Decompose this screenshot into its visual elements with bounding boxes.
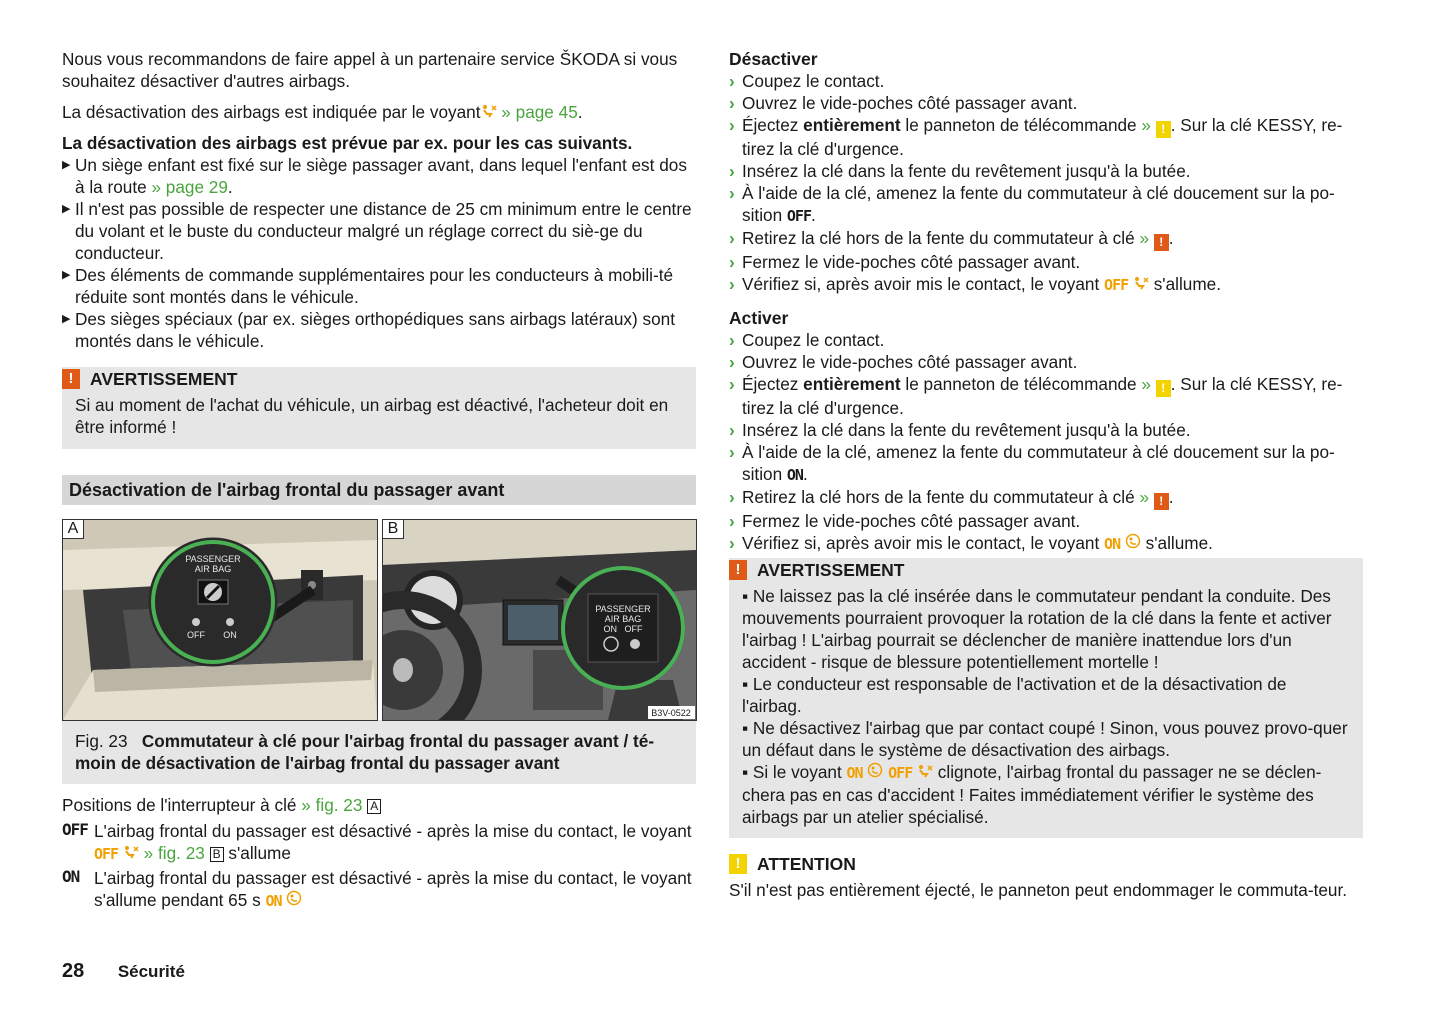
warning-bullet-1: ▪ Ne laissez pas la clé insérée dans le commutateur pendant la conduite. Des mouvements pourraient provoquer la rotation de la clé dans la fente et activer l'airbag ! L'airbag pourrait se déclencher de manière inattendue lors d'un accident - risque de blessure potentiellement mortelle !: [742, 586, 1332, 672]
act-step-8: › Vérifiez si, après avoir mis le contact, le voyant ON s'allume.: [729, 533, 1213, 553]
deact-step-1: › Coupez le contact.: [729, 71, 885, 91]
list-item: ▶ Un siège enfant est fixé sur le siège passager avant, dans lequel l'enfant est dos à la route » page 29.: [62, 154, 696, 198]
off-lamp: OFF: [94, 845, 119, 863]
panel-label-airbag: AIR BAG: [604, 614, 642, 624]
list-item: ▶ Des sièges spéciaux (par ex. sièges orthopédiques sans airbags latéraux) sont montés dans le véhicule.: [62, 308, 696, 352]
box-letter-b: B: [210, 847, 224, 862]
figure-caption: Fig. 23 Commutateur à clé pour l'airbag frontal du passager avant / té-moin de désactivation de l'airbag frontal du passager avant: [62, 720, 696, 784]
attention-box: [729, 852, 1363, 901]
page-footer: [62, 960, 213, 983]
off-lamp: OFF: [888, 764, 913, 782]
activate-heading: Activer: [729, 308, 789, 328]
act-step-7: › Fermez le vide-poches côté passager avant.: [729, 511, 1081, 531]
warning-bullet-2: ▪ Le conducteur est responsable de l'activation et de la désactivation de l'airbag.: [742, 674, 1287, 716]
deact-step-7: › Fermez le vide-poches côté passager avant.: [729, 252, 1081, 272]
warning-bullet-3: ▪ Ne désactivez l'airbag que par contact coupé ! Sinon, vous pouvez provo-quer un défaut dans le système de désactivation des airbags.: [742, 718, 1348, 760]
footer-section: Sécurité: [117, 962, 185, 981]
box-letter-a: A: [367, 799, 381, 814]
warning-icon: !: [62, 369, 80, 389]
attention-icon: !: [729, 854, 747, 874]
warning-title: AVERTISSEMENT: [757, 560, 905, 580]
attention-ref-link[interactable]: »: [1141, 374, 1151, 394]
list-item: ▶ Des éléments de commande supplémentaires pour les conducteurs à mobili-té réduite sont montés dans le véhicule.: [62, 264, 696, 308]
act-step-3: › Éjectez entièrement le panneton de télécommande » ! . Sur la clé KESSY, re-tirez la clé d'urgence.: [729, 374, 1343, 418]
attention-text: S'il n'est pas entièrement éjecté, le panneton peut endommager le commuta-teur.: [729, 880, 1348, 900]
on-symbol: ON: [786, 466, 803, 484]
on-lamp: ON: [265, 892, 282, 910]
deact-step-8: › Vérifiez si, après avoir mis le contact, le voyant OFF s'allume.: [729, 274, 1221, 294]
intro-paragraph: Nous vous recommandons de faire appel à un partenaire service ŠKODA si vous souhaitez désactiver d'autres airbags.: [62, 49, 678, 91]
page-29-link[interactable]: » page 29: [151, 177, 228, 197]
fig-23-link[interactable]: » fig. 23: [143, 843, 205, 863]
off-symbol: OFF: [786, 207, 811, 225]
airbag-off-lamp-icon: [123, 845, 139, 859]
indicator-paragraph: La désactivation des airbags est indiquée par le voyant » page 45.: [62, 102, 583, 122]
fig-23-link[interactable]: » fig. 23: [301, 795, 363, 815]
airbag-on-lamp-icon: [1125, 533, 1141, 549]
attention-icon: !: [1156, 121, 1171, 138]
deactivate-heading: Désactiver: [729, 49, 818, 69]
warning-box-2: [729, 558, 1363, 838]
act-step-1: › Coupez le contact.: [729, 330, 885, 350]
on-symbol: ON: [62, 867, 80, 886]
attention-icon: !: [1156, 380, 1171, 397]
page-number: 28: [62, 960, 85, 982]
figure-panel-a: [62, 519, 378, 721]
off-lamp: OFF: [1104, 276, 1129, 294]
act-step-6: › Retirez la clé hors de la fente du commutateur à clé » ! .: [729, 487, 1174, 508]
deact-step-5: › À l'aide de la clé, amenez la fente du commutateur à clé doucement sur la po-sition OFF.: [729, 183, 1335, 225]
act-step-4: › Insérez la clé dans la fente du revêtement jusqu'à la butée.: [729, 420, 1191, 440]
deact-step-3: › Éjectez entièrement le panneton de télécommande » ! . Sur la clé KESSY, re-tirez la clé d'urgence.: [729, 115, 1343, 159]
figure-panel-b: [382, 519, 697, 721]
act-step-5: › À l'aide de la clé, amenez la fente du commutateur à clé doucement sur la po-sition ON.: [729, 442, 1335, 484]
warning-bullet-4: ▪ Si le voyant ON OFF clignote, l'airbag frontal du passager ne se déclen-chera pas en cas d'accident ! Faites immédiatement vérifier le système des airbags par un atelier spécialisé.: [742, 762, 1322, 827]
deact-step-4: › Insérez la clé dans la fente du revêtement jusqu'à la butée.: [729, 161, 1191, 181]
panel-label-passenger: PASSENGER: [595, 604, 651, 614]
on-lamp: ON: [1104, 535, 1121, 553]
attention-ref-link[interactable]: »: [1141, 115, 1151, 135]
warning-ref-link[interactable]: »: [1139, 487, 1149, 507]
on-lamp: ON: [846, 764, 863, 782]
switch-off-label: OFF: [187, 630, 205, 640]
on-position-row: ON L'airbag frontal du passager est désactivé - après la mise du contact, le voyant s'allume pendant 65 s ON: [62, 867, 692, 910]
warning-box: [62, 367, 696, 449]
figure-23: [62, 519, 696, 720]
warning-icon: !: [1154, 234, 1169, 251]
warning-text: Si au moment de l'achat du véhicule, un airbag est déactivé, l'acheteur doit en être informé !: [75, 395, 669, 437]
act-step-2: › Ouvrez le vide-poches côté passager avant.: [729, 352, 1078, 372]
cases-heading: La désactivation des airbags est prévue par ex. pour les cas suivants.: [62, 133, 633, 153]
list-item: ▶ Il n'est pas possible de respecter une distance de 25 cm minimum entre le centre du volant et le buste du conducteur malgré un réglage correct du siè-ge du conducteur.: [62, 198, 696, 264]
attention-title: ATTENTION: [757, 854, 856, 874]
page-45-link[interactable]: » page 45: [501, 102, 578, 122]
warning-icon: !: [729, 560, 747, 580]
panel-a-label: A: [63, 520, 84, 539]
airbag-on-lamp-icon: [286, 890, 302, 906]
panel-onoff-label: ON OFF: [603, 624, 643, 634]
off-position-row: OFF L'airbag frontal du passager est désactivé - après la mise du contact, le voyant OFF » fig. 23 B s'allume: [62, 820, 692, 863]
deact-step-6: › Retirez la clé hors de la fente du commutateur à clé » ! .: [729, 228, 1174, 249]
figure-code: B3V-0522: [651, 708, 691, 718]
airbag-off-lamp-icon: [1133, 276, 1149, 290]
positions-line: Positions de l'interrupteur à clé » fig. 23 A: [62, 794, 696, 816]
panel-b-label: B: [383, 520, 404, 539]
warning-title: AVERTISSEMENT: [90, 369, 238, 389]
off-symbol: OFF: [62, 820, 88, 839]
airbag-off-lamp-icon: [481, 104, 497, 118]
warning-ref-link[interactable]: »: [1139, 228, 1149, 248]
switch-on-label: ON: [223, 630, 237, 640]
switch-label-airbag: AIR BAG: [194, 564, 232, 574]
glovebox-illustration: [63, 520, 377, 720]
right-column: [729, 48, 1363, 901]
switch-label-passenger: PASSENGER: [185, 554, 241, 564]
airbag-on-lamp-icon: [867, 762, 883, 778]
warning-icon: !: [1154, 493, 1169, 510]
left-column: [62, 48, 696, 912]
airbag-off-lamp-icon: [917, 764, 933, 778]
deact-step-2: › Ouvrez le vide-poches côté passager avant.: [729, 93, 1078, 113]
section-title: Désactivation de l'airbag frontal du passager avant: [62, 475, 696, 505]
dashboard-illustration: [383, 520, 696, 720]
